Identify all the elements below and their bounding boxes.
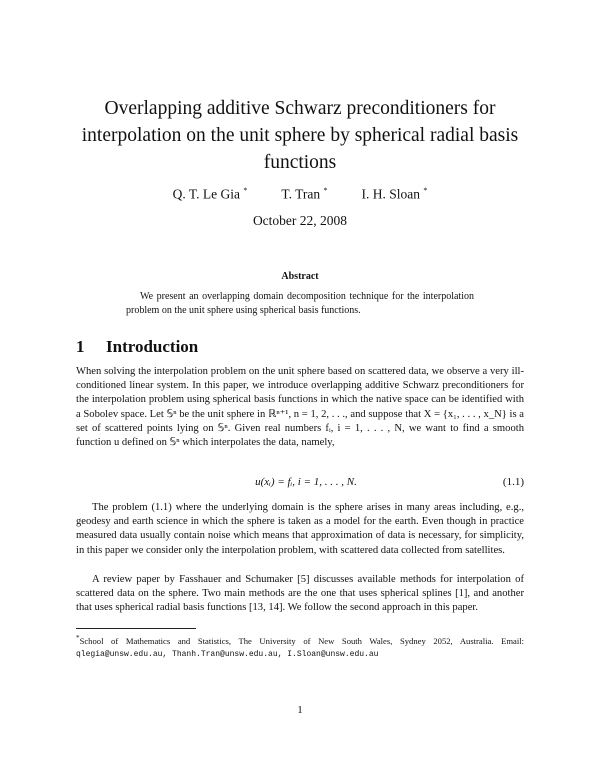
paper-date: October 22, 2008 [252,213,348,228]
page-number: 1 [297,704,303,716]
abstract-text: We present an overlapping domain decomposition technique for the interpolation problem on the unit sphere using spherical basis functions. [126,291,474,316]
author-list [100,186,500,203]
author: T. Tran * [281,186,328,202]
footnote-emails: qlegia@unsw.edu.au, Thanh.Tran@unsw.edu.au, I.Sloan@unsw.edu.au [76,650,379,660]
paragraph: When solving the interpolation problem on the unit sphere based on scattered data, we observe a very ill-conditioned linear system. In this paper, we introduce overlapping additive Schwarz preconditioners for the interpolation problem using spherical basis functions in which the native space can be identified with a Sobolev space. Let 𝕊ⁿ be the unit sphere in ℝⁿ⁺¹, n = 1, 2, . . ., and suppose that X = {x₁, . . . , x_N} is a set of scattered points lying on 𝕊ⁿ. Given real numbers fᵢ, i = 1, . . . , N, we want to find a smooth function u defined on 𝕊ⁿ which interpolates the data, namely, [76,366,524,449]
author-footnote-mark: * [243,186,248,195]
author-footnote-mark: * [323,186,328,195]
author: I. H. Sloan * [361,186,428,202]
author-footnote-mark: * [423,186,428,195]
abstract-heading: Abstract [281,271,319,282]
section-number: 1 [76,337,85,356]
footnote-rule [76,628,196,629]
equation-expression: u(xᵢ) = fᵢ, i = 1, . . . , N. [255,476,357,488]
display-equation [76,476,524,492]
paragraph: The problem (1.1) where the underlying domain is the sphere arises in many areas including, e.g., geodesy and earth science in which the sphere is taken as a model for the earth. Even though in practice measured data usually contain noise which means that approximation of data is necessary, for simplicity, in this paper we consider only the interpolation problem, with scattered data collected from satellites. [76,502,524,556]
paper-title: Overlapping additive Schwarz preconditioners for interpolation on the unit sphere by spherical radial basis functions [81,98,519,173]
section-title: Introduction [106,337,199,356]
author: Q. T. Le Gia * [172,186,248,202]
paragraph: A review paper by Fasshauer and Schumaker [5] discusses available methods for interpolation of scattered data on the sphere. Two main methods are the one that uses spherical splines [1], and another that uses spherical radial basis functions [13, 14]. We follow the second approach in this paper. [76,574,524,614]
equation-label: (1.1) [502,476,524,488]
footnote: *School of Mathematics and Statistics, The University of New South Wales, Sydney 2052, Australia. Email: qlegia@unsw.edu.au, Thanh.Tran@unsw.edu.au, I.Sloan@unsw.edu.au [76,634,524,660]
section-heading [76,337,198,357]
footnote-mark: * [76,634,80,642]
